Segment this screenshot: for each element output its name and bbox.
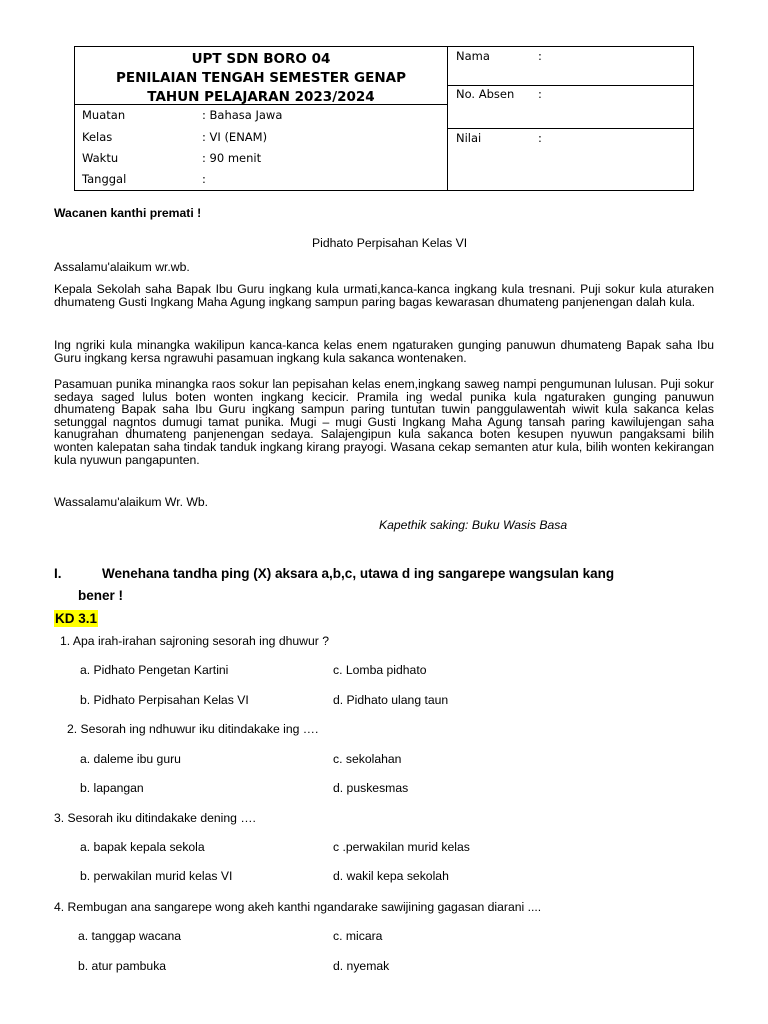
option-d[interactable]: d. wakil kepa sekolah xyxy=(333,869,449,883)
paragraph-3: Pasamuan punika minangka raos sokur lan pepisahan kelas enem,ingkang saweg nampi pengumunan lulusan. Puji sokur sedaya saged lulus boten wonten ingkang kecicir. Pramila ing wedal punika kula ngaturaken gunging panuwun dhumateng Bapak saha Ibu Guru ingkang sampun paring tuntutan tuwin panggulawentah wiwit kula sakanca kelas setunggal nagntos dumugi tamat punika. Mugi – mugi Gusti Ingkang Maha Agung tansah paring kawilujengan saha kanugrahan dhumateng panjenengan sedaya. Salajengipun kula sakanca boten kesupen nyuwun pangaksami bilih wonten kalepatan saha tindak tanduk ingkang kirang prayogi. Wasana cekap semanten atur kula, bilih wonten kekirangan kula nyuwun pangapunten. xyxy=(54,377,714,467)
kd-badge: KD 3.1 xyxy=(55,611,98,626)
meta-value: : 90 menit xyxy=(202,151,262,165)
option-a[interactable]: a. daleme ibu guru xyxy=(80,752,181,766)
reading-instruction: Wacanen kanthi premati ! xyxy=(54,206,202,220)
option-b[interactable]: b. atur pambuka xyxy=(78,959,167,973)
meta-label: Muatan xyxy=(82,108,126,122)
school-name: UPT SDN BORO 04 xyxy=(191,51,331,67)
option-d[interactable]: d. nyemak xyxy=(333,959,390,973)
field-label: Nama xyxy=(456,49,490,63)
header-left-cell xyxy=(75,47,448,190)
field-label: No. Absen xyxy=(456,87,515,101)
option-a[interactable]: a. bapak kepala sekola xyxy=(80,840,205,854)
paragraph-2: Ing ngriki kula minangka wakilipun kanca-kanca kelas enem ngaturaken gunging panuwun dhumateng Bapak saha Ibu Guru ingkang kersa ngrawuhi pasamuan ingkang kula sakanca wontenaken. xyxy=(54,338,714,365)
field-nilai[interactable] xyxy=(448,129,693,190)
meta-value: : VI (ENAM) xyxy=(202,130,268,144)
section-instruction-cont: bener ! xyxy=(78,588,124,603)
option-b[interactable]: b. lapangan xyxy=(80,781,144,795)
option-d[interactable]: d. puskesmas xyxy=(333,781,409,795)
speech-title: Pidhato Perpisahan Kelas VI xyxy=(312,236,468,250)
question-text: 4. Rembugan ana sangarepe wong akeh kanthi ngandarake sawijining gagasan diarani .... xyxy=(54,900,542,914)
field-label: Nilai xyxy=(456,131,482,145)
greeting: Assalamu'alaikum wr.wb. xyxy=(54,260,190,274)
exam-name: PENILAIAN TENGAH SEMESTER GENAP xyxy=(115,70,406,86)
meta-value: : Bahasa Jawa xyxy=(202,108,283,122)
school-year: TAHUN PELAJARAN 2023/2024 xyxy=(147,89,375,105)
meta-value: : xyxy=(202,172,206,186)
option-c[interactable]: c .perwakilan murid kelas xyxy=(333,840,470,854)
paragraph-1: Kepala Sekolah saha Bapak Ibu Guru ingkang kula urmati,kanca-kanca ingkang kula tresnani. Puji sokur kula aturaken dhumateng Gusti Ingkang Maha Agung ingkang sampun paring bagas kewarasan dhumateng panjenengan dalah kula. xyxy=(54,282,714,309)
closing: Wassalamu'alaikum Wr. Wb. xyxy=(54,495,209,509)
meta-label: Tanggal xyxy=(82,172,127,186)
section-instruction: Wenehana tandha ping (X) aksara a,b,c, utawa d ing sangarepe wangsulan kang xyxy=(102,566,615,581)
field-no-absen[interactable] xyxy=(448,86,693,129)
field-colon: : xyxy=(538,87,542,101)
option-c[interactable]: c. sekolahan xyxy=(333,752,402,766)
meta-label: Kelas xyxy=(82,130,113,144)
question-text: 1. Apa irah-irahan sajroning sesorah ing dhuwur ? xyxy=(60,634,329,648)
exam-title xyxy=(75,47,447,105)
question-text: 2. Sesorah ing ndhuwur iku ditindakake ing …. xyxy=(67,722,319,736)
meta-label: Waktu xyxy=(82,151,119,165)
option-d[interactable]: d. Pidhato ulang taun xyxy=(333,693,449,707)
section-number: I. xyxy=(54,566,62,581)
field-nama[interactable] xyxy=(448,47,693,86)
option-a[interactable]: a. Pidhato Pengetan Kartini xyxy=(80,663,229,677)
source-citation: Kapethik saking: Buku Wasis Basa xyxy=(379,518,568,532)
option-b[interactable]: b. Pidhato Perpisahan Kelas VI xyxy=(80,693,249,707)
header-right-cell xyxy=(448,47,693,190)
option-b[interactable]: b. perwakilan murid kelas VI xyxy=(80,869,233,883)
option-c[interactable]: c. Lomba pidhato xyxy=(333,663,427,677)
field-colon: : xyxy=(538,131,542,145)
question-text: 3. Sesorah iku ditindakake dening …. xyxy=(54,811,256,825)
option-a[interactable]: a. tanggap wacana xyxy=(78,929,181,943)
option-c[interactable]: c. micara xyxy=(333,929,383,943)
field-colon: : xyxy=(538,49,542,63)
header-table xyxy=(74,46,694,191)
